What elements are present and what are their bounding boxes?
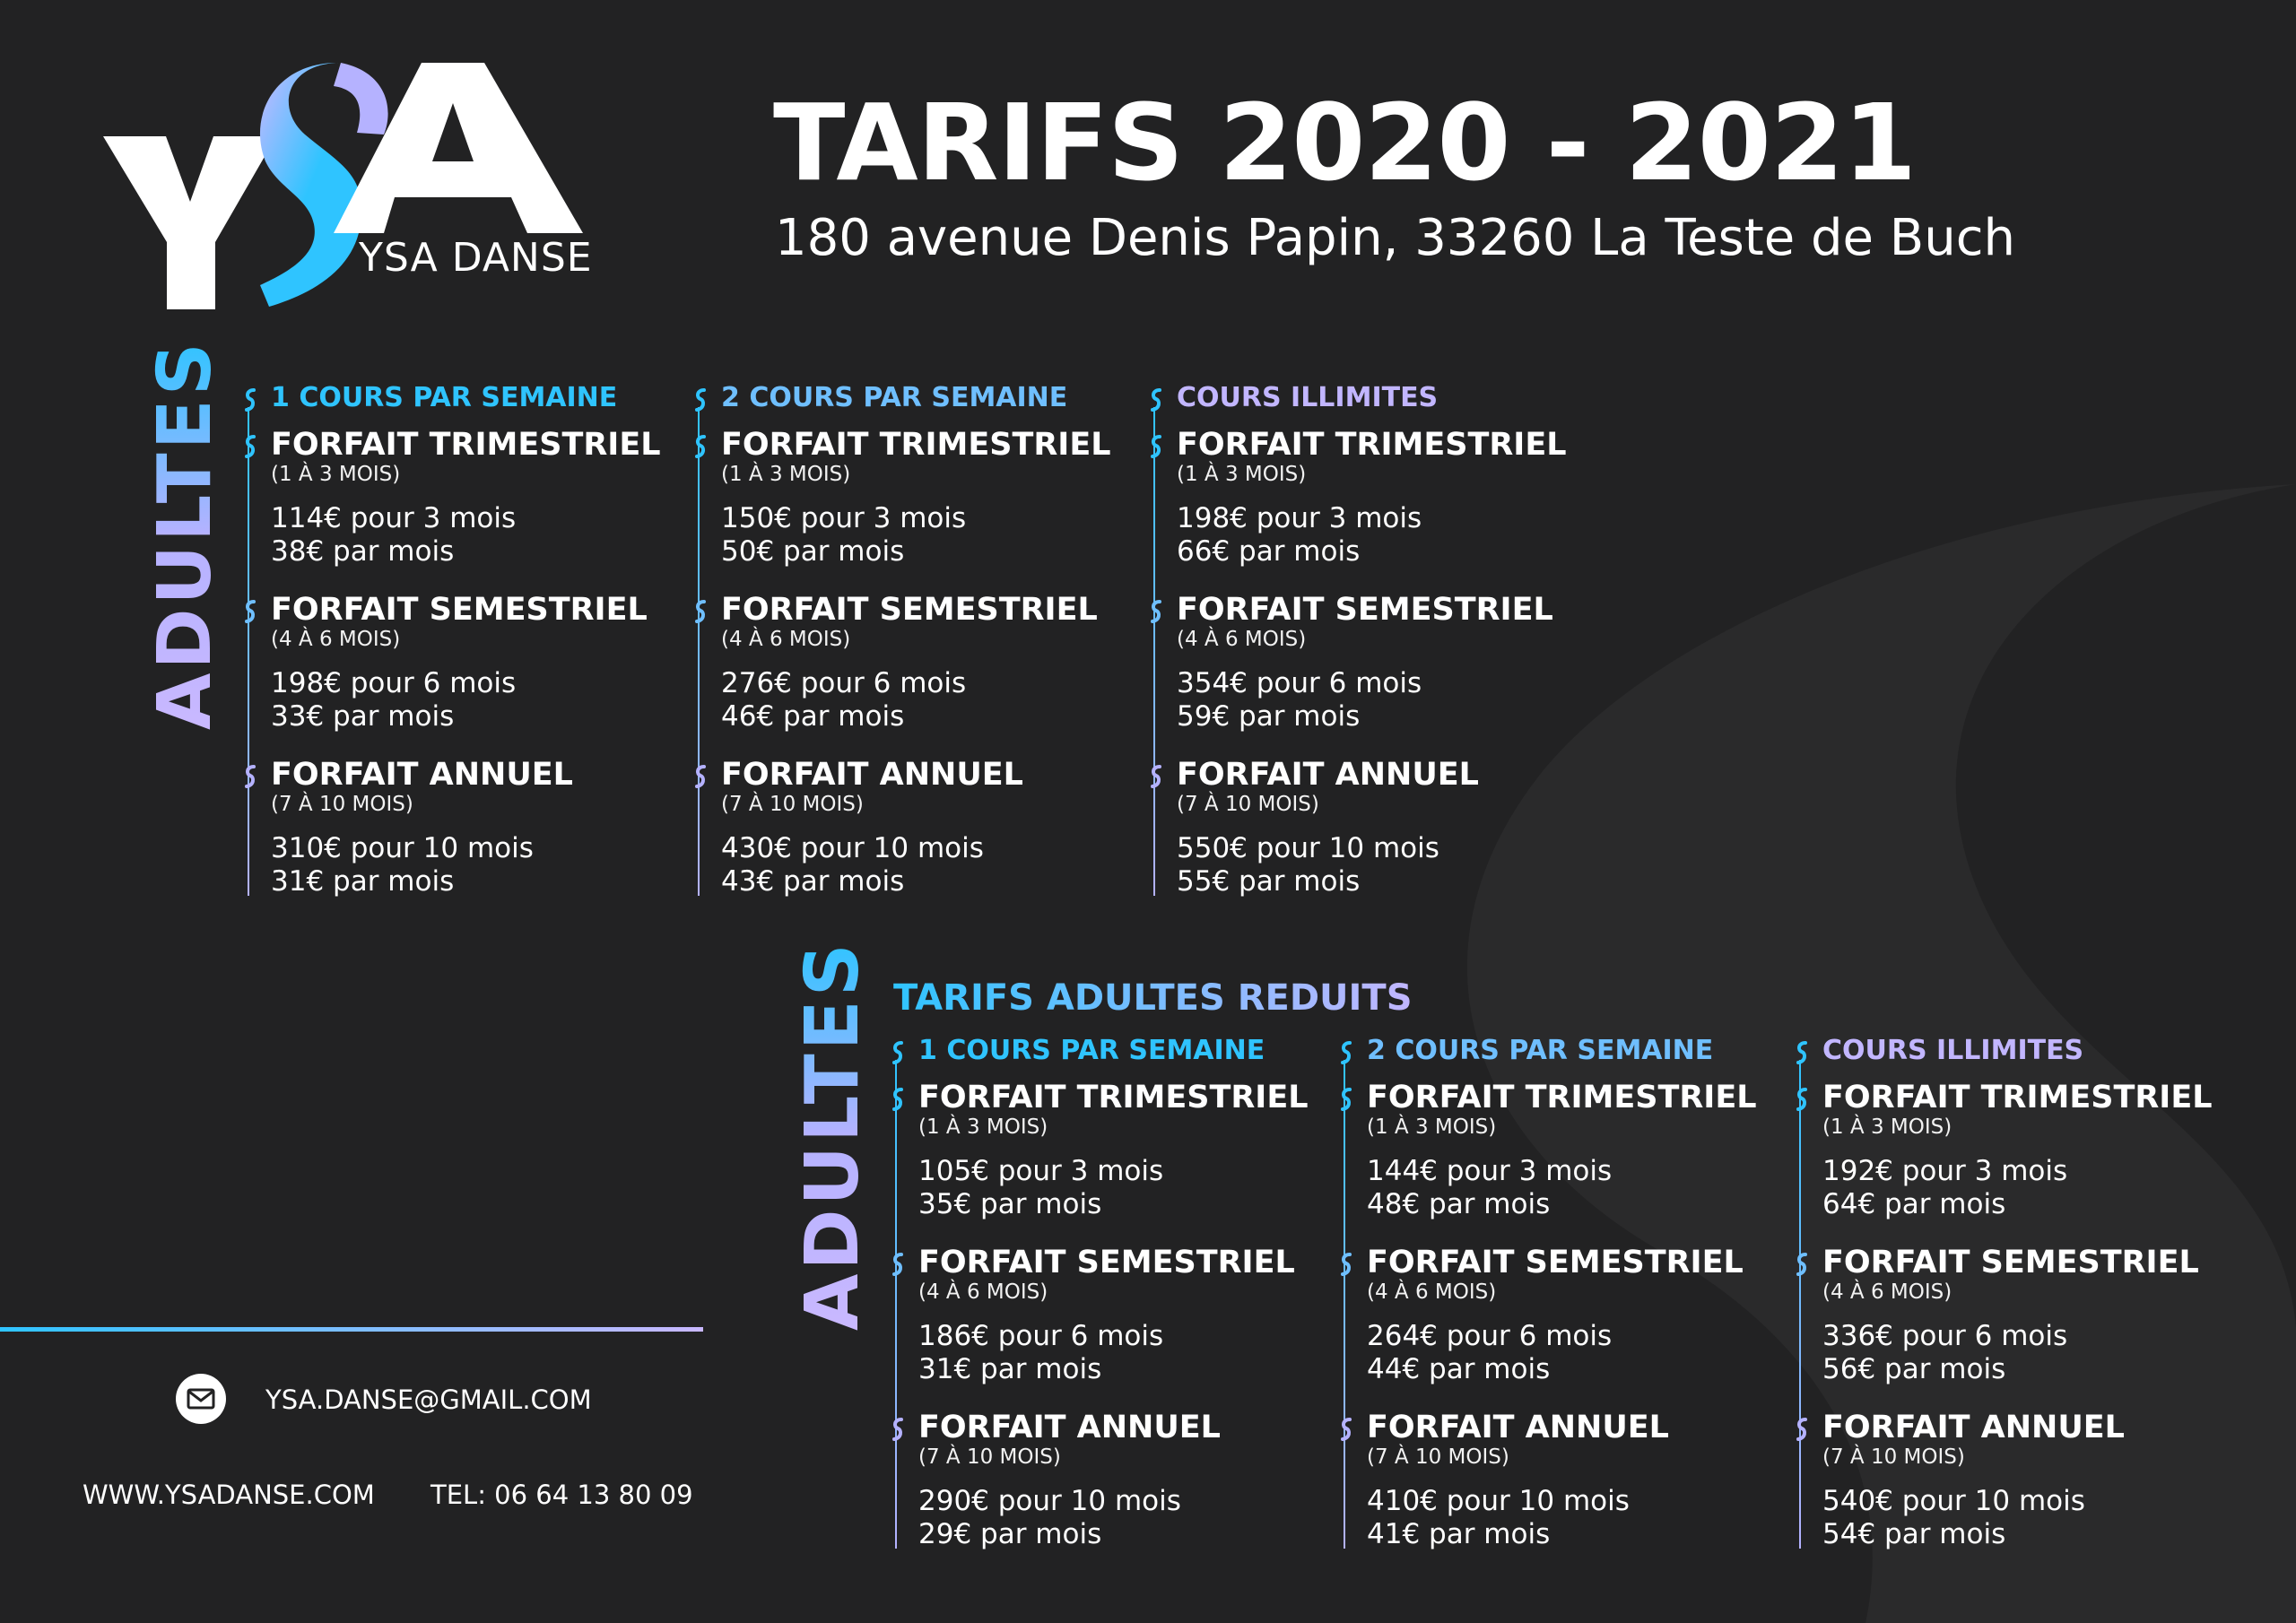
package-price-total: 354€ pour 6 mois: [1177, 667, 1422, 699]
footer-divider: [0, 1327, 703, 1332]
package-price-total: 192€ pour 3 mois: [1822, 1155, 2068, 1187]
s-bullet-icon: [242, 764, 258, 789]
package-price-month: 38€ par mois: [271, 535, 455, 568]
package-price-total: 550€ pour 10 mois: [1177, 832, 1439, 864]
package-price-month: 35€ par mois: [918, 1188, 1102, 1220]
s-bullet-icon: [890, 1417, 906, 1442]
package-range: (7 À 10 MOIS): [918, 1445, 1061, 1469]
column-header: 1 COURS PAR SEMAINE: [918, 1035, 1265, 1066]
s-bullet-icon: [692, 764, 709, 789]
package-price-month: 41€ par mois: [1367, 1518, 1551, 1550]
column-rule: [1799, 1060, 1801, 1549]
website-link[interactable]: WWW.YSADANSE.COM: [83, 1480, 375, 1510]
page-title: TARIFS 2020 - 2021: [773, 81, 1917, 204]
package-price-month: 64€ par mois: [1822, 1188, 2006, 1220]
s-bullet-icon: [890, 1252, 906, 1277]
package-range: (1 À 3 MOIS): [721, 463, 851, 486]
column-header: COURS ILLIMITES: [1822, 1035, 2084, 1066]
s-bullet-icon: [692, 387, 709, 412]
package-name: FORFAIT SEMESTRIEL: [1822, 1245, 2199, 1280]
phone-number[interactable]: TEL: 06 64 13 80 09: [430, 1480, 693, 1510]
package-name: FORFAIT TRIMESTRIEL: [918, 1080, 1309, 1115]
package-name: FORFAIT TRIMESTRIEL: [271, 427, 661, 463]
package-name: FORFAIT ANNUEL: [1367, 1410, 1669, 1445]
package-price-month: 55€ par mois: [1177, 865, 1361, 898]
logo-subtitle: YSA DANSE: [359, 235, 593, 281]
column-header: 2 COURS PAR SEMAINE: [721, 382, 1068, 413]
s-bullet-icon: [692, 599, 709, 624]
package-range: (4 À 6 MOIS): [721, 628, 851, 651]
package-price-month: 44€ par mois: [1367, 1353, 1551, 1385]
package-price-month: 59€ par mois: [1177, 700, 1361, 733]
column-rule: [248, 407, 249, 896]
column-rule: [895, 1060, 897, 1549]
s-bullet-icon: [1794, 1417, 1810, 1442]
package-range: (7 À 10 MOIS): [1822, 1445, 1965, 1469]
package-name: FORFAIT ANNUEL: [1177, 757, 1479, 793]
package-name: FORFAIT ANNUEL: [721, 757, 1023, 793]
package-range: (4 À 6 MOIS): [918, 1280, 1048, 1304]
s-bullet-icon: [1338, 1252, 1354, 1277]
package-name: FORFAIT TRIMESTRIEL: [1822, 1080, 2213, 1115]
package-name: FORFAIT SEMESTRIEL: [918, 1245, 1295, 1280]
package-range: (4 À 6 MOIS): [1822, 1280, 1952, 1304]
s-bullet-icon: [1148, 434, 1164, 459]
package-price-total: 114€ pour 3 mois: [271, 502, 517, 534]
column-rule: [1153, 407, 1155, 896]
reduced-rates-title: TARIFS ADULTES REDUITS: [893, 977, 1413, 1019]
package-price-month: 66€ par mois: [1177, 535, 1361, 568]
package-range: (1 À 3 MOIS): [918, 1115, 1048, 1139]
package-range: (7 À 10 MOIS): [271, 793, 413, 816]
package-price-total: 105€ pour 3 mois: [918, 1155, 1164, 1187]
package-name: FORFAIT TRIMESTRIEL: [1367, 1080, 1757, 1115]
package-price-month: 31€ par mois: [271, 865, 455, 898]
ysa-logo: [99, 54, 601, 323]
package-range: (4 À 6 MOIS): [1177, 628, 1307, 651]
s-bullet-icon: [1338, 1417, 1354, 1442]
package-range: (7 À 10 MOIS): [1367, 1445, 1509, 1469]
package-price-total: 336€ pour 6 mois: [1822, 1320, 2068, 1352]
package-price-month: 33€ par mois: [271, 700, 455, 733]
column-rule: [1344, 1060, 1345, 1549]
package-name: FORFAIT SEMESTRIEL: [271, 592, 648, 628]
s-bullet-icon: [1148, 764, 1164, 789]
column-header: COURS ILLIMITES: [1177, 382, 1439, 413]
s-bullet-icon: [1148, 387, 1164, 412]
s-bullet-icon: [692, 434, 709, 459]
section-reduits-label: ADULTES: [790, 940, 875, 1331]
package-name: FORFAIT SEMESTRIEL: [1177, 592, 1553, 628]
package-price-total: 264€ pour 6 mois: [1367, 1320, 1613, 1352]
address: 180 avenue Denis Papin, 33260 La Teste de Buch: [775, 209, 2015, 267]
package-name: FORFAIT ANNUEL: [271, 757, 573, 793]
package-price-month: 50€ par mois: [721, 535, 905, 568]
s-bullet-icon: [1794, 1040, 1810, 1065]
package-price-month: 54€ par mois: [1822, 1518, 2006, 1550]
s-bullet-icon: [1338, 1040, 1354, 1065]
package-price-month: 46€ par mois: [721, 700, 905, 733]
package-range: (1 À 3 MOIS): [271, 463, 401, 486]
s-bullet-icon: [242, 387, 258, 412]
package-name: FORFAIT SEMESTRIEL: [721, 592, 1098, 628]
package-price-total: 540€ pour 10 mois: [1822, 1485, 2085, 1517]
s-bullet-icon: [242, 599, 258, 624]
s-bullet-icon: [1148, 599, 1164, 624]
s-bullet-icon: [242, 434, 258, 459]
package-price-total: 150€ pour 3 mois: [721, 502, 967, 534]
package-name: FORFAIT TRIMESTRIEL: [721, 427, 1111, 463]
package-price-total: 310€ pour 10 mois: [271, 832, 534, 864]
envelope-icon: [176, 1374, 226, 1424]
package-price-month: 31€ par mois: [918, 1353, 1102, 1385]
column-header: 2 COURS PAR SEMAINE: [1367, 1035, 1714, 1066]
package-price-month: 48€ par mois: [1367, 1188, 1551, 1220]
package-range: (1 À 3 MOIS): [1822, 1115, 1952, 1139]
package-price-total: 410€ pour 10 mois: [1367, 1485, 1630, 1517]
package-name: FORFAIT ANNUEL: [1822, 1410, 2125, 1445]
package-price-total: 290€ pour 10 mois: [918, 1485, 1181, 1517]
package-price-month: 56€ par mois: [1822, 1353, 2006, 1385]
package-range: (1 À 3 MOIS): [1367, 1115, 1497, 1139]
package-range: (4 À 6 MOIS): [1367, 1280, 1497, 1304]
package-price-month: 43€ par mois: [721, 865, 905, 898]
s-bullet-icon: [890, 1087, 906, 1112]
package-range: (7 À 10 MOIS): [1177, 793, 1319, 816]
package-name: FORFAIT SEMESTRIEL: [1367, 1245, 1744, 1280]
package-price-total: 276€ pour 6 mois: [721, 667, 967, 699]
package-price-total: 430€ pour 10 mois: [721, 832, 984, 864]
package-range: (4 À 6 MOIS): [271, 628, 401, 651]
column-rule: [698, 407, 700, 896]
package-name: FORFAIT ANNUEL: [918, 1410, 1221, 1445]
package-name: FORFAIT TRIMESTRIEL: [1177, 427, 1567, 463]
s-bullet-icon: [1794, 1252, 1810, 1277]
package-price-month: 29€ par mois: [918, 1518, 1102, 1550]
package-price-total: 186€ pour 6 mois: [918, 1320, 1164, 1352]
package-price-total: 144€ pour 3 mois: [1367, 1155, 1613, 1187]
section-adultes-label: ADULTES: [143, 339, 228, 730]
package-price-total: 198€ pour 3 mois: [1177, 502, 1422, 534]
package-range: (7 À 10 MOIS): [721, 793, 864, 816]
s-bullet-icon: [1338, 1087, 1354, 1112]
column-header: 1 COURS PAR SEMAINE: [271, 382, 618, 413]
s-bullet-icon: [1794, 1087, 1810, 1112]
package-range: (1 À 3 MOIS): [1177, 463, 1307, 486]
s-bullet-icon: [890, 1040, 906, 1065]
email-link[interactable]: YSA.DANSE@GMAIL.COM: [265, 1384, 592, 1415]
package-price-total: 198€ pour 6 mois: [271, 667, 517, 699]
